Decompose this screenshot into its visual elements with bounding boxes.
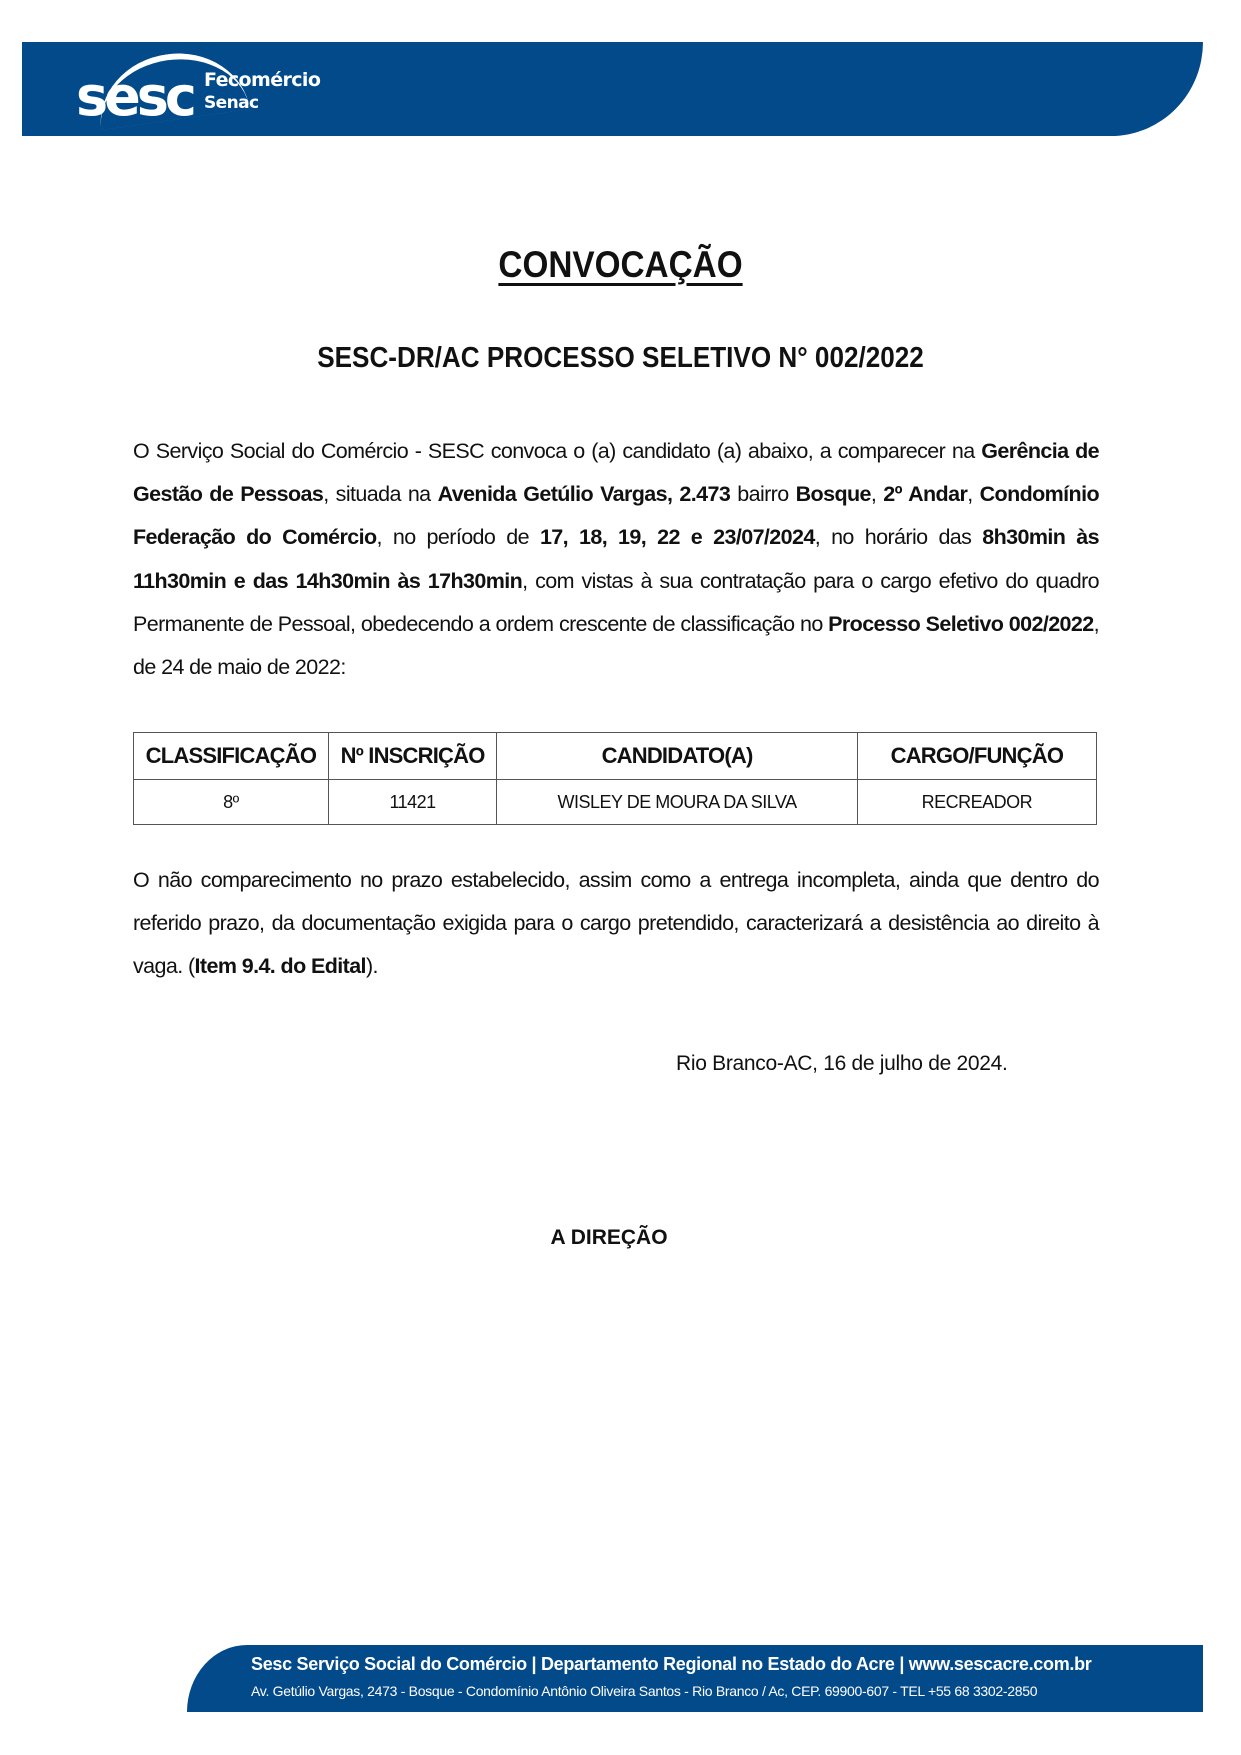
signature: A DIREÇÃO <box>550 1226 668 1249</box>
bold-text: Gerência de Gestão de Pessoas <box>133 439 1099 507</box>
text: , situada na <box>323 482 438 507</box>
cell-inscricao: 11421 <box>328 780 496 825</box>
bold-text: Processo Seletivo 002/2022 <box>828 611 1094 636</box>
text: O não comparecimento no prazo estabelecido, assim como a entrega incompleta, ainda que dentro do referido prazo, da documentação exigida para o cargo pretendido, caracterizará a desistência ao direito à vaga. ( <box>133 868 1099 979</box>
text: O Serviço Social do Comércio - SESC convoca o (a) candidato (a) abaixo, a comparecer na <box>133 439 982 463</box>
cell-candidato: WISLEY DE MOURA DA SILVA <box>497 780 857 825</box>
text: , no período de <box>376 525 540 550</box>
bold-text: Item 9.4. do Edital <box>194 954 366 979</box>
footer-banner <box>187 1645 1203 1712</box>
text: ). <box>365 954 378 979</box>
text: , com vistas à sua contratação para o cargo efetivo do quadro Permanente de Pessoal, obedecendo a ordem crescente de classificação no <box>133 568 1099 636</box>
document-title <box>62 244 1179 286</box>
header-classificacao: CLASSIFICAÇÃO <box>134 733 329 780</box>
place-date: Rio Branco-AC, 16 de julho de 2024. <box>676 1052 1008 1075</box>
warning-paragraph <box>133 859 1099 989</box>
convocation-paragraph <box>133 430 1099 689</box>
bold-text: 8h30min às 11h30min e das 14h30min às 17h30min <box>133 525 1100 593</box>
footer-address: Av. Getúlio Vargas, 2473 - Bosque - Condomínio Antônio Oliveira Santos - Rio Branco / Ac, CEP. 69900-607 - TEL +55 68 3302-2850 <box>251 1683 1038 1699</box>
bold-text: Avenida Getúlio Vargas, 2.473 <box>437 482 731 507</box>
text: , de 24 de maio de 2022: <box>133 611 1099 680</box>
candidate-table <box>133 732 1097 825</box>
table-row <box>134 780 1097 825</box>
text: , <box>967 482 980 507</box>
document-subtitle: SESC-DR/AC PROCESSO SELETIVO N° 002/2022 <box>317 342 924 374</box>
text: , <box>870 482 884 507</box>
document-title-text: CONVOCAÇÃO <box>498 244 743 285</box>
sesc-logo <box>76 54 216 126</box>
bold-text: Condomínio Federação do Comércio <box>133 482 1099 550</box>
partner-logos <box>204 68 320 114</box>
logo-senac: Senac <box>204 93 259 113</box>
text: bairro <box>730 482 796 507</box>
logo-wordmark: sesc <box>76 65 193 128</box>
footer-organization: Sesc Serviço Social do Comércio | Departamento Regional no Estado do Acre | www.sescacre.com.br <box>251 1654 1092 1674</box>
cell-cargo: RECREADOR <box>857 780 1096 825</box>
cell-classificacao: 8º <box>134 780 329 825</box>
header-candidato: CANDIDATO(A) <box>497 733 857 780</box>
header-banner <box>22 42 1203 136</box>
text: , no horário das <box>814 525 983 550</box>
table-header-row <box>134 733 1097 780</box>
bold-text: 17, 18, 19, 22 e 23/07/2024 <box>539 525 815 550</box>
header-inscricao: Nº INSCRIÇÃO <box>328 733 496 780</box>
header-cargo: CARGO/FUNÇÃO <box>857 733 1096 780</box>
logo-fecomercio: Fecomércio <box>204 69 321 91</box>
bold-text: 2º Andar <box>883 482 968 507</box>
bold-text: Bosque <box>795 482 871 507</box>
